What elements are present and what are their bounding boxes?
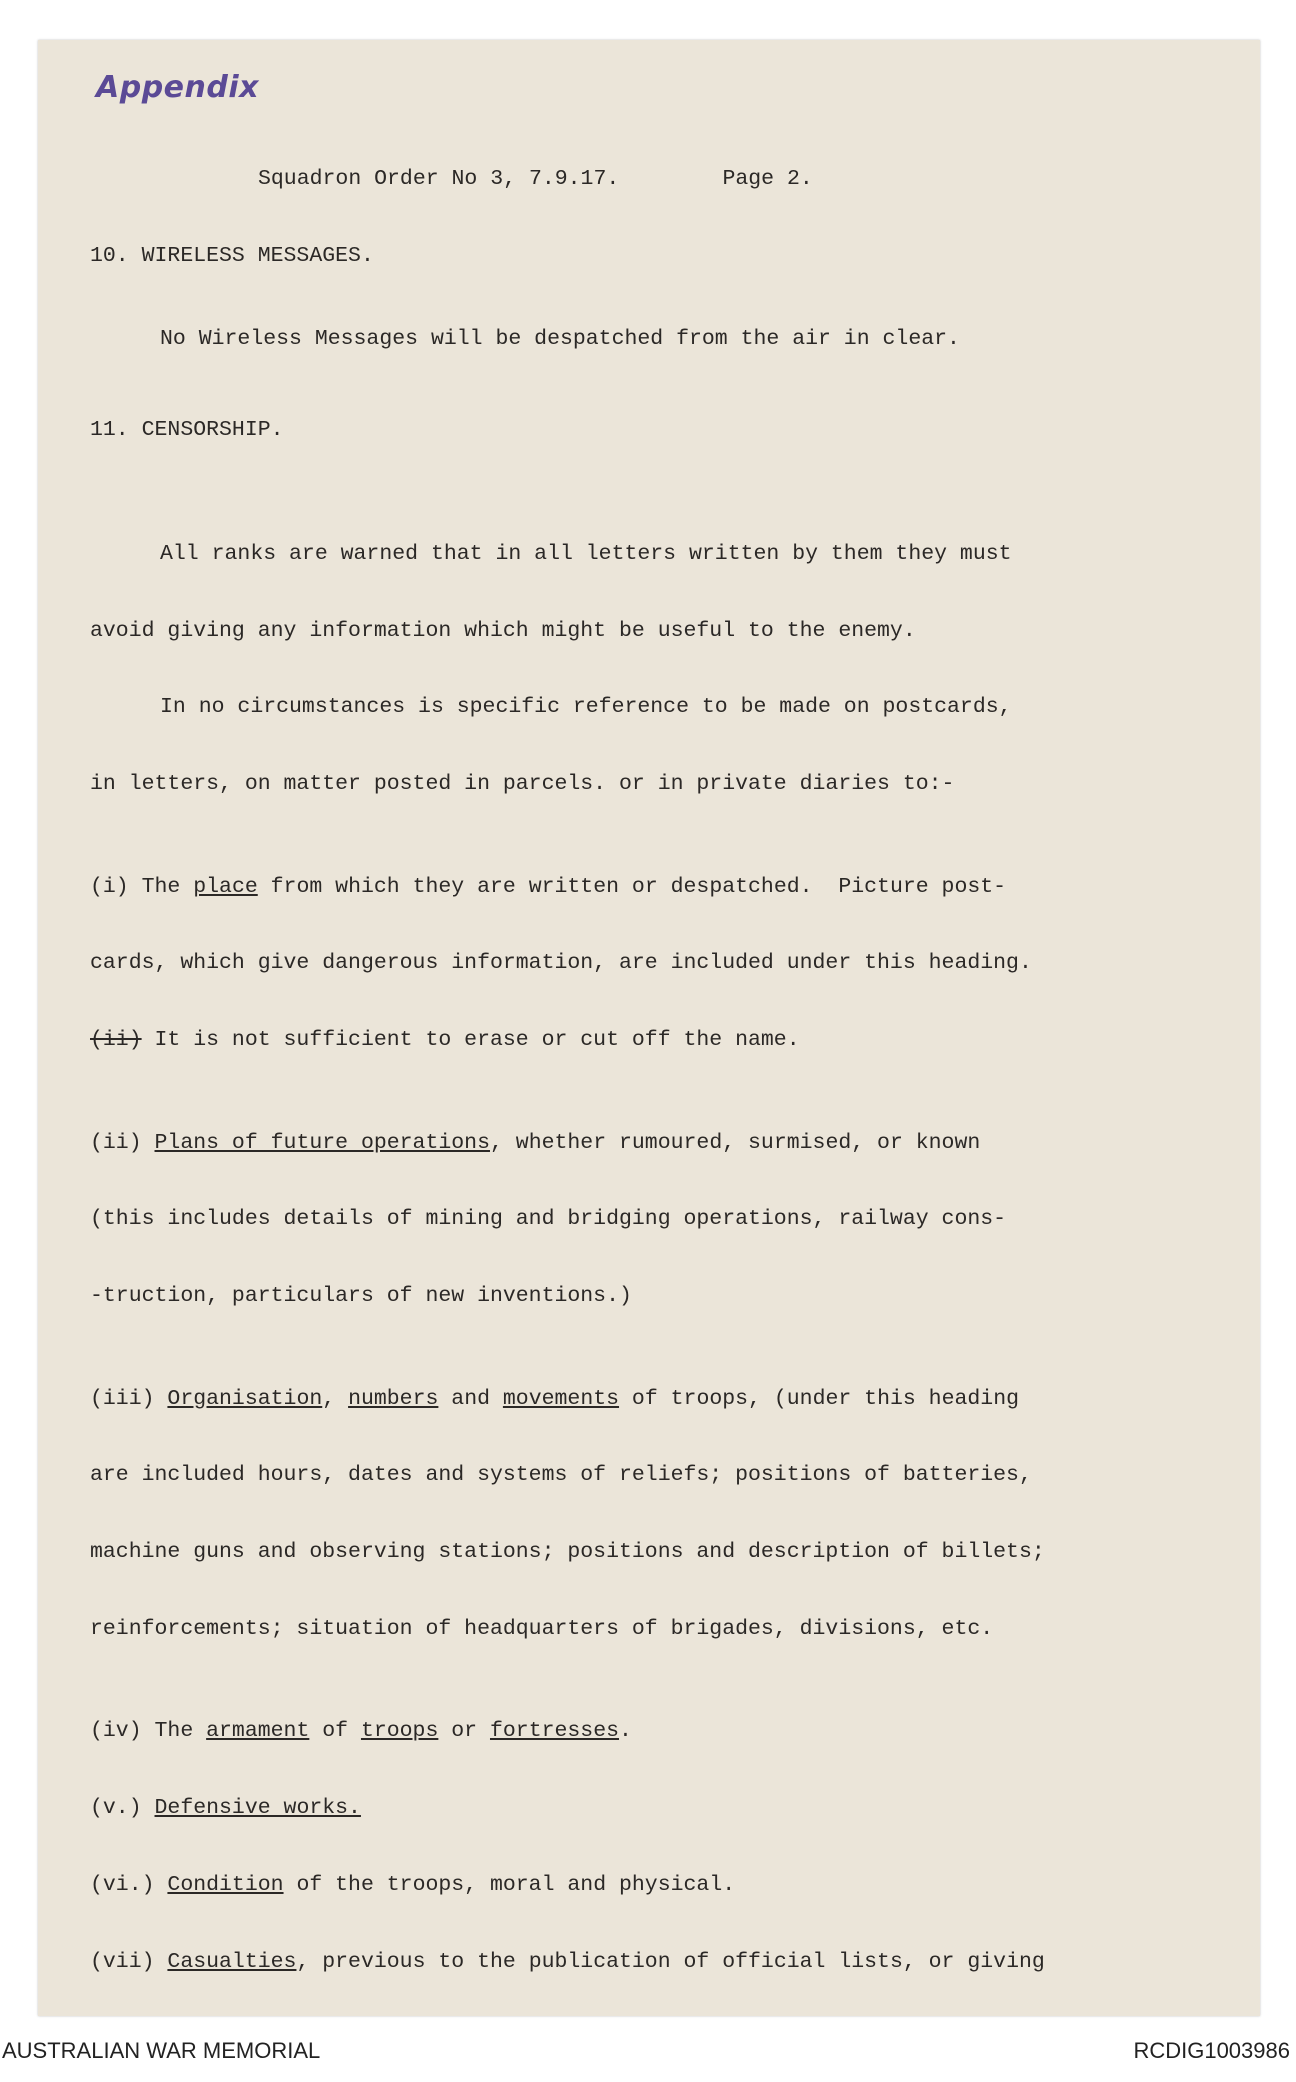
para-warning-1: All ranks are warned that in all letters written by them they must [160, 541, 1012, 566]
typed-text [90, 116, 1250, 2016]
item-vi: (vi.) Condition of the troops, moral and physical. [90, 1872, 736, 1897]
para-warning-2: avoid giving any information which might be useful to the enemy. [90, 618, 916, 643]
item-ii-cont-1: (this includes details of mining and bridging operations, railway cons- [90, 1207, 1007, 1232]
section-11-title: 11. CENSORSHIP. [90, 417, 284, 442]
archive-footer [0, 2030, 1296, 2070]
item-iii: (iii) Organisation, numbers and movements of troops, (under this heading [90, 1386, 1019, 1411]
item-ii-cont-2: -truction, particulars of new inventions.) [90, 1284, 632, 1309]
item-v: (v.) Defensive works. [90, 1796, 361, 1820]
document-sheet [38, 40, 1260, 2016]
item-i: (i) The place from which they are written or despatched. Picture post- [90, 874, 1007, 899]
item-i-note: (ii) It is not sufficient to erase or cut off the name. [90, 1028, 800, 1053]
footer-record-id: RCDIG1003986 [1133, 2038, 1290, 2063]
item-vii: (vii) Casualties, previous to the publication of official lists, or giving [90, 1949, 1045, 1974]
order-header: Squadron Order No 3, 7.9.17. Page 2. [258, 167, 813, 192]
item-iii-cont-2: machine guns and observing stations; positions and description of billets; [90, 1540, 1045, 1565]
footer-institution: AUSTRALIAN WAR MEMORIAL [2, 2038, 321, 2063]
para-circumstances-1: In no circumstances is specific reference to be made on postcards, [160, 695, 1012, 720]
item-iii-cont-1: are included hours, dates and systems of reliefs; positions of batteries, [90, 1463, 1032, 1488]
section-10-title: 10. WIRELESS MESSAGES. [90, 243, 374, 268]
section-10-body: No Wireless Messages will be despatched from the air in clear. [160, 326, 960, 351]
item-i-cont: cards, which give dangerous information, are included under this heading. [90, 951, 1032, 976]
item-ii: (ii) Plans of future operations, whether rumoured, surmised, or known [90, 1130, 981, 1155]
item-iii-cont-3: reinforcements; situation of headquarters of brigades, divisions, etc. [90, 1616, 994, 1641]
appendix-stamp: Appendix [96, 70, 259, 105]
para-circumstances-2: in letters, on matter posted in parcels. or in private diaries to:- [90, 772, 955, 797]
item-iv: (iv) The armament of troops or fortresses. [90, 1719, 632, 1744]
